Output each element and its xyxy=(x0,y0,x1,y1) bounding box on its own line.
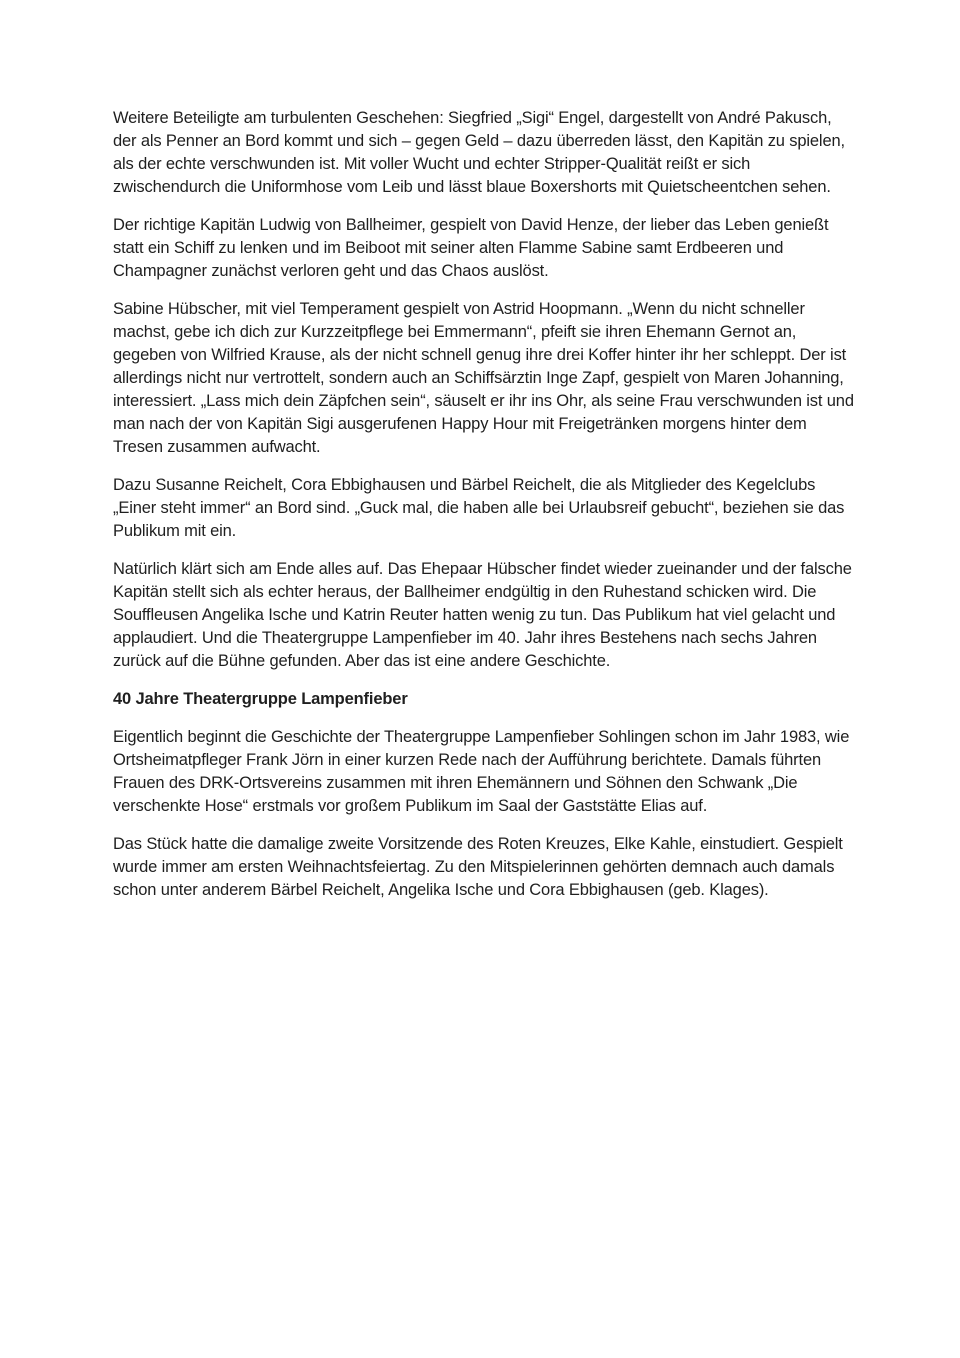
document-page xyxy=(113,107,859,917)
paragraph-aufloesung: Natürlich klärt sich am Ende alles auf. Das Ehepaar Hübscher findet wieder zueinander und der falsche Kapitän stellt sich als echter heraus, der Ballheimer endgültig in den Ruhestand schicken wird. Die Souffleusen Angelika Ische und Katrin Reuter hatten wenig zu tun. Das Publikum hat viel gelacht und applaudiert. Und die Theatergruppe Lampenfieber im 40. Jahr ihres Bestehens nach sechs Jahren zurück auf die Bühne gefunden. Aber das ist eine andere Geschichte. xyxy=(113,560,852,670)
paragraph-kapitaen-ballheimer: Der richtige Kapitän Ludwig von Ballheimer, gespielt von David Henze, der lieber das Leben genießt statt ein Schiff zu lenken und im Beiboot mit seiner alten Flamme Sabine samt Erdbeeren und Champagner zunächst verloren geht und das Chaos auslöst. xyxy=(113,216,829,280)
section-heading-40-jahre: 40 Jahre Theatergruppe Lampenfieber xyxy=(113,690,408,708)
paragraph-erstes-stueck: Das Stück hatte die damalige zweite Vorsitzende des Roten Kreuzes, Elke Kahle, einstudiert. Gespielt wurde immer am ersten Weihnachtsfeiertag. Zu den Mitspielerinnen gehörten demnach auch damals schon unter anderem Bärbel Reichelt, Angelika Ische und Cora Ebbighausen (geb. Klages). xyxy=(113,835,843,899)
paragraph-kegelclub: Dazu Susanne Reichelt, Cora Ebbighausen und Bärbel Reichelt, die als Mitglieder des Kegelclubs „Einer steht immer“ an Bord sind. „Guck mal, die haben alle bei Urlaubsreif gebucht“, beziehen sie das Publikum mit ein. xyxy=(113,476,845,540)
paragraph-sabine-huebscher: Sabine Hübscher, mit viel Temperament gespielt von Astrid Hoopmann. „Wenn du nicht schneller machst, gebe ich dich zur Kurzzeitpflege bei Emmermann“, pfeift sie ihren Ehemann Gernot an, gegeben von Wilfried Krause, als der nicht schnell genug ihre drei Koffer hinter ihr her schleppt. Der ist allerdings nicht nur vertrottelt, sondern auch an Schiffsärztin Inge Zapf, gespielt von Maren Johanning, interessiert. „Lass mich dein Zäpfchen sein“, säuselt er ihr ins Ohr, als seine Frau verschwunden ist und man nach der von Kapitän Sigi ausgerufenen Happy Hour mit Freigetränken morgens hinter dem Tresen zusammen aufwacht. xyxy=(113,300,854,456)
paragraph-geschichte-1983: Eigentlich beginnt die Geschichte der Theatergruppe Lampenfieber Sohlingen schon im Jahr 1983, wie Ortsheimatpfleger Frank Jörn in einer kurzen Rede nach der Aufführung berichtete. Damals führten Frauen des DRK-Ortsvereins zusammen mit ihren Ehemännern und Söhnen den Schwank „Die verschenkte Hose“ erstmals vor großem Publikum im Saal der Gaststätte Elias auf. xyxy=(113,728,850,815)
paragraph-cast-sigi-engel: Weitere Beteiligte am turbulenten Geschehen: Siegfried „Sigi“ Engel, dargestellt von André Pakusch, der als Penner an Bord kommt und sich – gegen Geld – dazu überreden lässt, den Kapitän zu spielen, als der echte verschwunden ist. Mit voller Wucht und echter Stripper-Qualität reißt er sich zwischendurch die Uniformhose vom Leib und lässt blaue Boxershorts mit Quietscheentchen sehen. xyxy=(113,109,845,196)
